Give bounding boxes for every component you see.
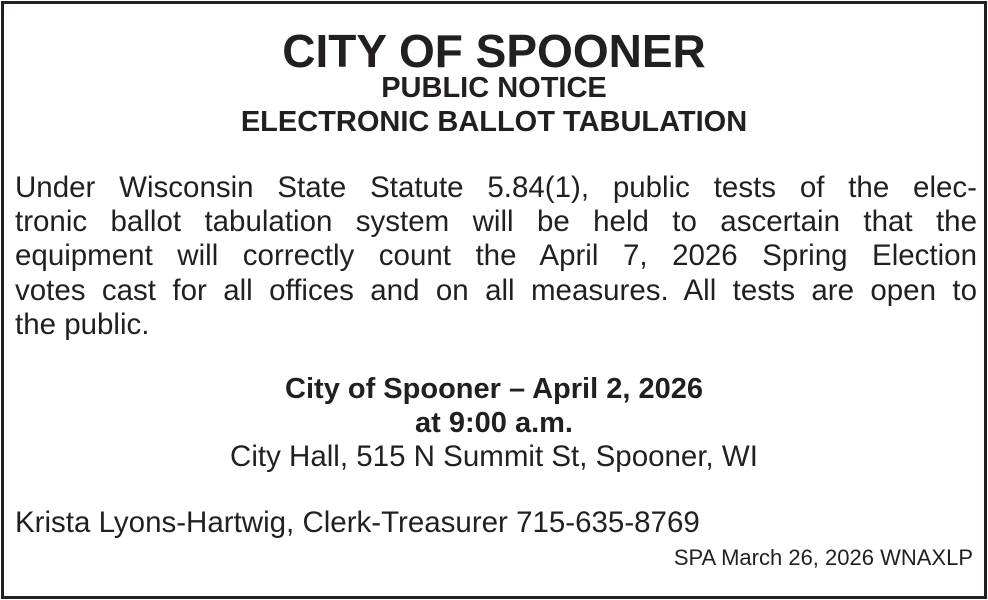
event-time: at 9:00 a.m. bbox=[415, 407, 573, 439]
public-notice bbox=[1, 1, 987, 599]
clerk-contact: Krista Lyons-Hartwig, Clerk-Treasurer 715-635-8769 bbox=[15, 506, 700, 539]
notice-body-line: equipment will correctly count the April 7, 2026 Spring Election bbox=[15, 239, 977, 273]
notice-subtitle-public-notice: PUBLIC NOTICE bbox=[381, 72, 607, 104]
notice-body-line: votes cast for all offices and on all measures. All tests are open to bbox=[15, 273, 977, 307]
notice-subtitle-tabulation: ELECTRONIC BALLOT TABULATION bbox=[240, 106, 748, 138]
notice-body-line: the public. bbox=[15, 307, 150, 341]
notice-body bbox=[15, 171, 977, 342]
publication-line: SPA March 26, 2026 WNAXLP bbox=[673, 545, 973, 570]
notice-body-line: Under Wisconsin State Statute 5.84(1), public tests of the elec- bbox=[15, 171, 977, 204]
event-location: City Hall, 515 N Summit St, Spooner, WI bbox=[230, 440, 758, 473]
notice-body-line: tronic ballot tabulation system will be held to ascertain that the bbox=[15, 205, 977, 239]
notice-title: CITY OF SPOONER bbox=[282, 25, 706, 77]
event-date-heading: City of Spooner – April 2, 2026 bbox=[285, 373, 703, 405]
